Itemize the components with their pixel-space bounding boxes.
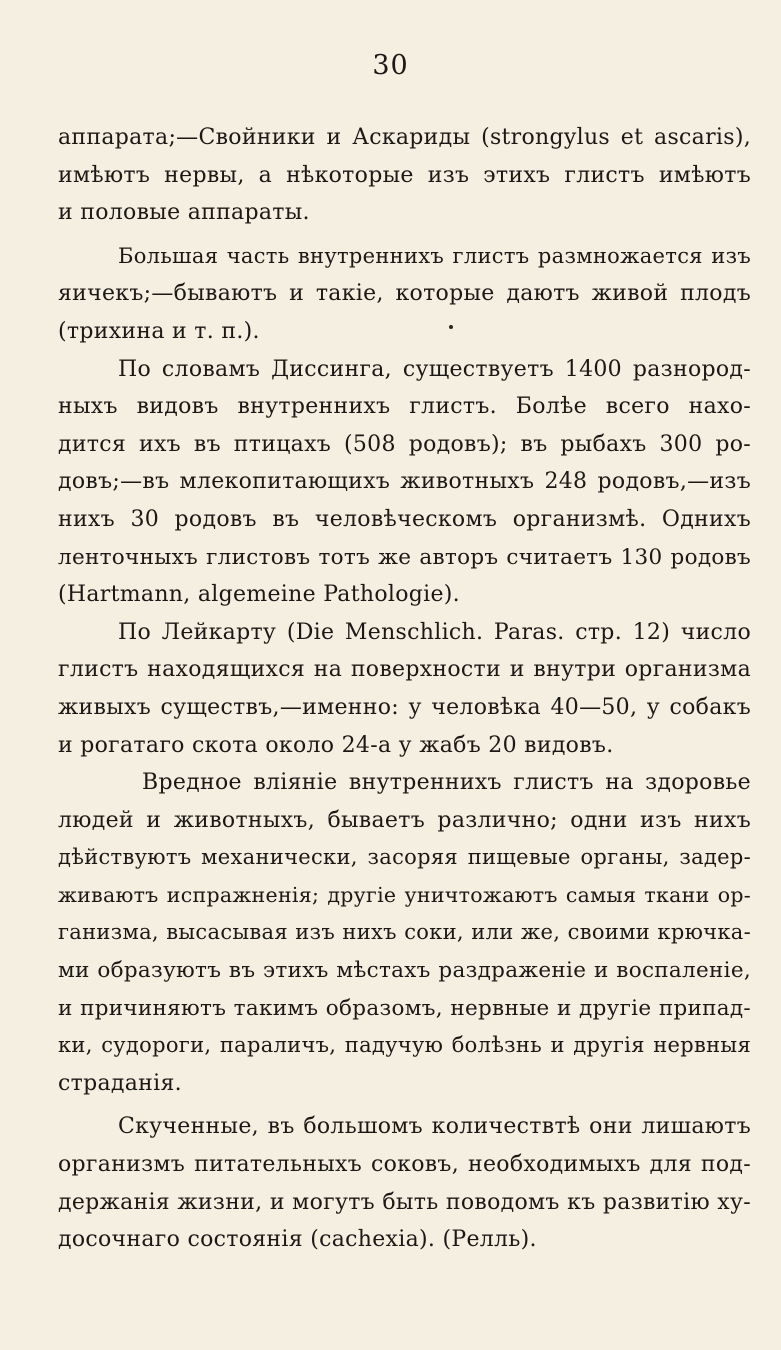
text-line: организмъ питательныхъ соковъ, необходимыхъ для под- [58,1152,751,1178]
text-line: (трихина и т. п.). [58,318,260,344]
text-line: страданія. [58,1070,182,1096]
text-line: дѣйствуютъ механически, засоряя пищевые органы, задер- [58,845,751,870]
text-line: ганизма, высасывая изъ нихъ соки, или же, своими крючка- [58,920,751,945]
text-line: Большая часть внутреннихъ глистъ размножается изъ [118,243,751,268]
body-text [58,119,751,1259]
text-line: ныхъ видовъ внутреннихъ глистъ. Болѣе всего нахо- [58,394,751,420]
text-line: и причиняютъ такимъ образомъ, нервные и другіе припад- [58,995,751,1021]
text-line: ленточныхъ глистовъ тотъ же авторъ считаетъ 130 родовъ [58,544,751,570]
text-line: нихъ 30 родовъ въ человѣческомъ организмѣ. Однихъ [58,506,751,532]
text-line: и половые аппараты. [58,200,310,226]
page-number: 30 [372,50,409,81]
text-line: По Лейкарту (Die Menschlich. Paras. стр. 12) число [118,619,751,645]
text-line: (Hartmann, algemeine Pathologie). [58,582,460,608]
text-line: ки, судороги, параличъ, падучую болѣзнь и другія нервныя [58,1033,751,1058]
text-line: держанія жизни, и могутъ быть поводомъ къ развитію ху- [58,1189,751,1215]
text-line: дится ихъ въ птицахъ (508 родовъ); въ рыбахъ 300 ро- [58,431,751,457]
text-line: Вредное вліяніе внутреннихъ глистъ на здоровье [142,770,751,796]
text-line: живыхъ существъ,—именно: у человѣка 40—50, у собакъ [58,694,751,720]
text-line: Скученные, въ большомъ количествтѣ они лишаютъ [118,1114,751,1140]
text-line: ми образуютъ въ этихъ мѣстахъ раздраженіе и воспаленіе, [58,958,751,984]
text-line: довъ;—въ млекопитающихъ животныхъ 248 родовъ,—изъ [58,469,751,495]
text-line: живаютъ испражненія; другіе уничтожаютъ самыя ткани ор- [58,882,751,907]
text-line: людей и животныхъ, бываетъ различно; одни изъ нихъ [58,807,751,833]
text-line: имѣютъ нервы, а нѣкоторые изъ этихъ глистъ имѣютъ [58,162,751,188]
text-line: аппарата;—Свойники и Аскариды (strongylus et ascaris), [58,125,751,150]
text-line: яичекъ;—бываютъ и такіе, которые даютъ живой плодъ [58,281,751,307]
text-line: По словамъ Диссинга, существуетъ 1400 разнород- [118,356,751,382]
text-line: и рогатаго скота около 24-а у жабъ 20 видовъ. [58,732,614,758]
text-line: досочнаго состоянія (cachexia). (Релль). [58,1227,537,1253]
ink-speck [449,325,453,329]
text-line: глистъ находящихся на поверхности и внутри организма [58,657,751,683]
